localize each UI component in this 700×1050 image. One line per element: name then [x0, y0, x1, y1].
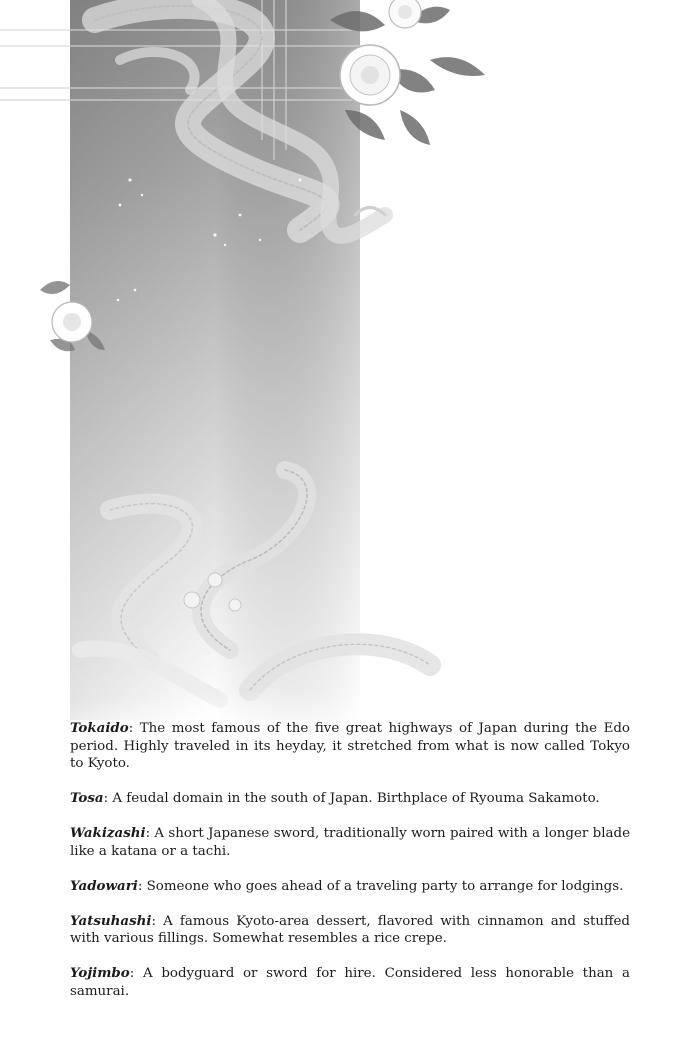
glossary-entry-wakizashi — [70, 825, 630, 860]
glossary-entry-yadowari — [70, 878, 630, 896]
glossary-entry-yojimbo — [70, 965, 630, 1000]
glossary-definition: : A bodyguard or sword for hire. Considered less honorable than a samurai. — [70, 966, 630, 999]
glossary-term: Tokaido — [70, 720, 129, 736]
glossary-entry-tosa — [70, 790, 630, 808]
glossary-term: Tosa — [70, 790, 104, 806]
peony-flower-top-right — [330, 0, 485, 145]
glossary-definition: : A short Japanese sword, traditionally worn paired with a longer blade like a katana or a tachi. — [70, 826, 630, 859]
glossary-term: Yadowari — [70, 877, 138, 894]
glossary-term: Yatsuhashi — [70, 912, 152, 929]
glossary-definition: : A feudal domain in the south of Japan. Birthplace of Ryouma Sakamoto. — [103, 791, 600, 806]
glossary-list — [70, 720, 630, 1018]
glossary-definition: : Someone who goes ahead of a traveling party to arrange for lodgings. — [137, 878, 624, 894]
glossary-entry-tokaido — [70, 720, 630, 773]
glossary-definition: : The most famous of the five great highways of Japan during the Edo period. Highly traveled in its heyday, it stretched from what is now called Tokyo to Kyoto. — [70, 721, 630, 771]
glossary-entry-yatsuhashi — [70, 913, 630, 948]
glossary-definition: : A famous Kyoto-area dessert, flavored with cinnamon and stuffed with various fillings. Somewhat resembles a rice crepe. — [70, 913, 630, 946]
glossary-term: Yojimbo — [70, 965, 130, 981]
glossary-term: Wakizashi — [70, 825, 146, 841]
